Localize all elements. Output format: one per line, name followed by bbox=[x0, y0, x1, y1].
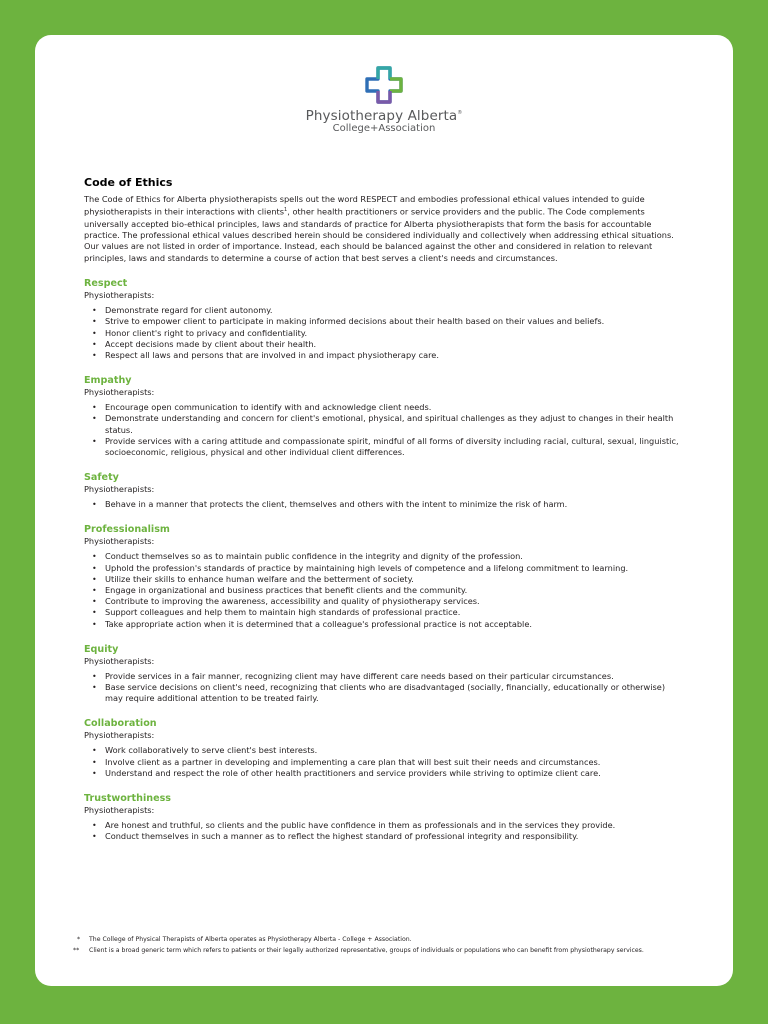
list-item: • Honor client's right to privacy and confidentiality. bbox=[105, 328, 684, 339]
logo-title: Physiotherapy Alberta® bbox=[305, 108, 463, 124]
section-lead: Physiotherapists: bbox=[84, 730, 155, 741]
section-trustworthiness bbox=[84, 793, 684, 842]
footnotes bbox=[73, 935, 693, 956]
list-item: • Engage in organizational and business practices that benefit clients and the community. bbox=[105, 585, 684, 596]
list-item: • Provide services with a caring attitude and compassionate spirit, mindful of all forms of diversity including racial, cultural, sexual, linguistic, socioeconomic, religious, physical and other individual client differences. bbox=[105, 436, 684, 458]
list-item: • Conduct themselves in such a manner as to reflect the highest standard of professional integrity and responsibility. bbox=[105, 831, 684, 842]
bullet-list bbox=[84, 551, 684, 629]
physiotherapy-cross-icon bbox=[363, 65, 405, 105]
list-item: • Understand and respect the role of other health practitioners and service providers while striving to optimize client care. bbox=[105, 768, 684, 779]
list-item: • Work collaboratively to serve client's best interests. bbox=[105, 745, 684, 756]
section-empathy bbox=[84, 375, 684, 458]
list-item: • Behave in a manner that protects the client, themselves and others with the intent to minimize the risk of harm. bbox=[105, 499, 684, 510]
footnote-mark: ** bbox=[73, 946, 80, 954]
list-item: • Base service decisions on client's need, recognizing that clients who are disadvantaged (socially, financially, educationally or otherwise) may require additional attention to be treated fairly. bbox=[105, 682, 684, 704]
footnote-text: Client is a broad generic term which refers to patients or their legally authorized representative, groups of individuals or populations who can benefit from physiotherapy services. bbox=[89, 946, 644, 954]
section-lead: Physiotherapists: bbox=[84, 536, 155, 547]
page-title: Code of Ethics bbox=[84, 176, 173, 189]
section-heading: Safety bbox=[84, 472, 119, 484]
section-safety bbox=[84, 472, 684, 510]
footnote-mark: * bbox=[77, 936, 81, 943]
section-heading: Respect bbox=[84, 278, 128, 290]
section-professionalism bbox=[84, 524, 684, 629]
bullet-list bbox=[84, 402, 684, 458]
footnote bbox=[73, 946, 693, 957]
section-lead: Physiotherapists: bbox=[84, 290, 155, 301]
section-collaboration bbox=[84, 718, 684, 779]
list-item: • Demonstrate understanding and concern for client's emotional, physical, and spiritual challenges as they adjust to changes in their health status. bbox=[105, 413, 684, 435]
sections bbox=[84, 278, 684, 842]
content bbox=[84, 176, 684, 842]
section-respect bbox=[84, 278, 684, 361]
bullet-list bbox=[84, 305, 684, 361]
bullet-list bbox=[84, 820, 684, 842]
bullet-list bbox=[84, 499, 684, 510]
section-heading: Collaboration bbox=[84, 718, 157, 730]
list-item: • Utilize their skills to enhance human welfare and the betterment of society. bbox=[105, 574, 684, 585]
footnote bbox=[73, 935, 693, 946]
logo-subtitle: College+Association bbox=[332, 123, 436, 134]
document-page bbox=[35, 35, 733, 986]
section-lead: Physiotherapists: bbox=[84, 387, 155, 398]
section-lead: Physiotherapists: bbox=[84, 484, 155, 495]
list-item: • Involve client as a partner in developing and implementing a care plan that will best suit their needs and circumstances. bbox=[105, 757, 684, 768]
section-heading: Equity bbox=[84, 643, 119, 655]
logo bbox=[35, 65, 733, 134]
list-item: • Support colleagues and help them to maintain high standards of professional practice. bbox=[105, 607, 684, 618]
section-lead: Physiotherapists: bbox=[84, 655, 155, 666]
section-heading: Professionalism bbox=[84, 524, 170, 536]
list-item: • Take appropriate action when it is determined that a colleague's professional practice is not acceptable. bbox=[105, 619, 684, 630]
list-item: • Respect all laws and persons that are involved in and impact physiotherapy care. bbox=[105, 350, 684, 361]
list-item: • Are honest and truthful, so clients and the public have confidence in them as professionals and in the services they provide. bbox=[105, 820, 684, 831]
list-item: • Demonstrate regard for client autonomy. bbox=[105, 305, 684, 316]
bullet-list bbox=[84, 671, 684, 705]
list-item: • Contribute to improving the awareness, accessibility and quality of physiotherapy services. bbox=[105, 596, 684, 607]
list-item: • Conduct themselves so as to maintain public confidence in the integrity and dignity of the profession. bbox=[105, 551, 684, 562]
list-item: • Uphold the profession's standards of practice by maintaining high levels of competence and a lifelong commitment to learning. bbox=[105, 563, 684, 574]
section-heading: Trustworthiness bbox=[84, 793, 171, 805]
bullet-list bbox=[84, 745, 684, 779]
intro-paragraph: The Code of Ethics for Alberta physiotherapists spells out the word RESPECT and embodies professional ethical values intended to guide physiotherapists in their interactions with clients$^1$, other health practitioners or service providers and the public. The Code complements universally accepted bio-ethical principles, laws and standards of practice for Alberta physiotherapists that form the basis for accountable practice. The professional ethical values described herein should be considered individually and collectively when addressing ethical situations. Our values are not listed in order of importance. Instead, each should be balanced against the other and considered in relation to relevant principles, laws and standards to determine a course of action that best serves a client's needs and circumstances. bbox=[84, 194, 674, 263]
section-lead: Physiotherapists: bbox=[84, 805, 155, 816]
list-item: • Accept decisions made by client about their health. bbox=[105, 339, 684, 350]
list-item: • Strive to empower client to participate in making informed decisions about their health based on their values and beliefs. bbox=[105, 316, 684, 327]
footnote-text: The College of Physical Therapists of Alberta operates as Physiotherapy Alberta - College + Association. bbox=[89, 936, 412, 943]
section-heading: Empathy bbox=[84, 375, 132, 387]
section-equity bbox=[84, 644, 684, 705]
list-item: • Provide services in a fair manner, recognizing client may have different care needs based on their particular circumstances. bbox=[105, 671, 684, 682]
list-item: • Encourage open communication to identify with and acknowledge client needs. bbox=[105, 402, 684, 413]
